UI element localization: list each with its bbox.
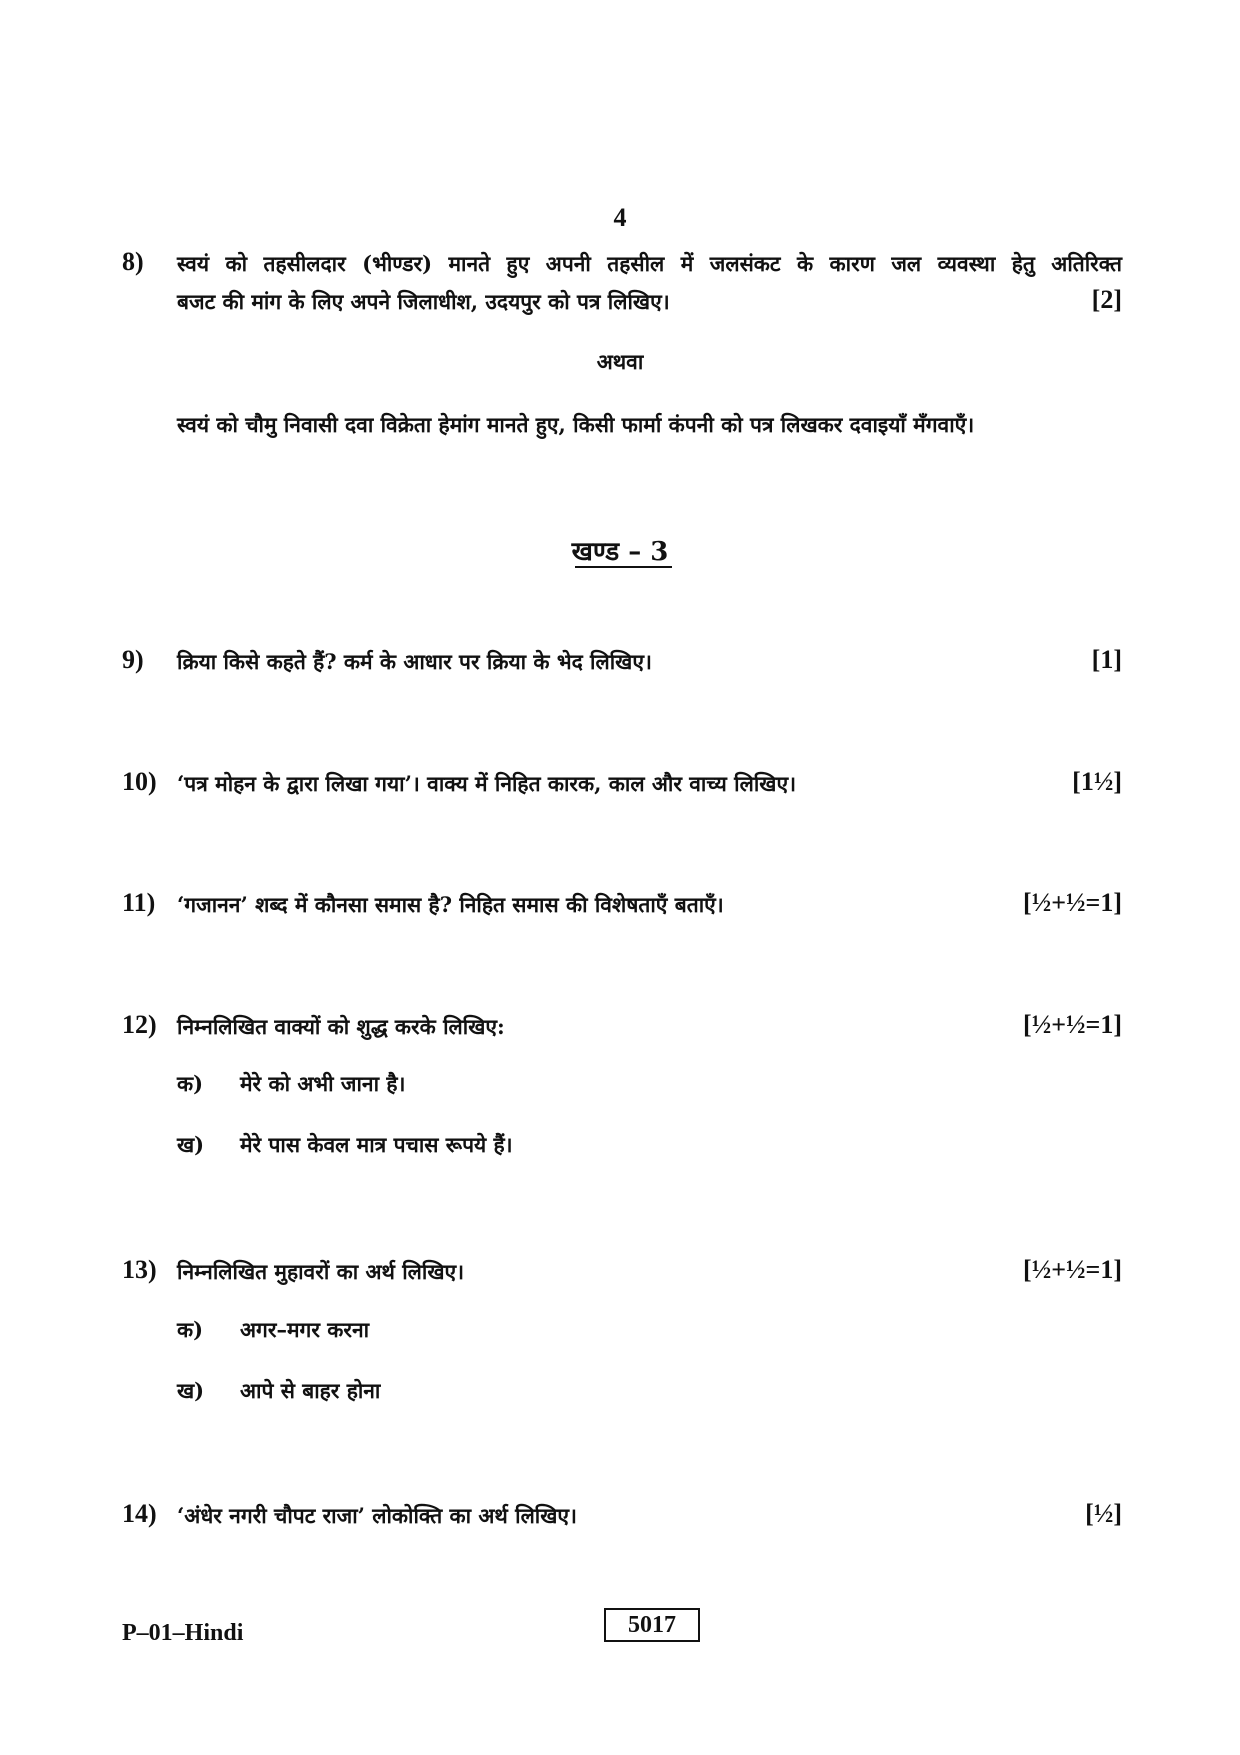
question-13-text: निम्नलिखित मुहावरों का अर्थ लिखिए। [177,1259,465,1284]
question-12-text: निम्नलिखित वाक्यों को शुद्ध करके लिखिए: [177,1014,505,1039]
question-10-text: ‘पत्र मोहन के द्वारा लिखा गया’। वाक्य में निहित कारक, काल और वाच्य लिखिए। [177,771,797,796]
paper-code: P–01–Hindi [122,1620,244,1646]
question-8-line1: स्वयं को तहसीलदार (भीण्डर) मानते हुए अपनी तहसील में जलसंकट के कारण जल व्यवस्था हेतु अतिरिक्त [177,251,1122,276]
question-9-text: क्रिया किसे कहते हैं? कर्म के आधार पर क्रिया के भेद लिखिए। [177,649,652,674]
question-11-text: ‘गजानन’ शब्द में कौनसा समास है? निहित समास की विशेषताएँ बताएँ। [177,892,724,917]
question-14-text: ‘अंधेर नगरी चौपट राजा’ लोकोक्ति का अर्थ लिखिए। [177,1503,577,1528]
question-10-number: 10) [122,767,157,796]
question-14-number: 14) [122,1499,157,1528]
question-12-item-a-label: क) [177,1071,204,1096]
question-8-marks: [2] [1091,285,1122,314]
question-9-number: 9) [122,645,144,674]
question-11-marks: [½+½=1] [1023,888,1122,917]
question-14-marks: [½] [1085,1499,1122,1528]
question-11-number: 11) [122,888,156,917]
question-8-alternative: स्वयं को चौमु निवासी दवा विक्रेता हेमांग मानते हुए, किसी फार्मा कंपनी को पत्र लिखकर दवाइयाँ मँगवाएँ। [177,412,975,437]
or-label: अथवा [596,349,644,374]
page-number: 4 [613,203,627,232]
question-12-item-b-label: ख) [177,1132,205,1157]
question-13-item-b-label: ख) [177,1378,205,1403]
question-10-marks: [1½] [1072,767,1122,796]
question-13-item-a-text: अगर–मगर करना [240,1317,370,1342]
question-9-marks: [1] [1091,645,1122,674]
section-heading: खण्ड – 3 [571,537,669,567]
section-heading-underline [575,566,672,568]
question-13-number: 13) [122,1255,157,1284]
question-8-line2: बजट की मांग के लिए अपने जिलाधीश, उदयपुर को पत्र लिखिए। [177,289,670,314]
serial-number-box: 5017 [604,1608,700,1642]
question-13-item-b-text: आपे से बाहर होना [240,1378,381,1403]
question-12-item-b-text: मेरे पास केवल मात्र पचास रूपये हैं। [240,1132,513,1157]
question-13-marks: [½+½=1] [1023,1255,1122,1284]
question-8-number: 8) [122,247,144,276]
question-12-number: 12) [122,1010,157,1039]
question-12-item-a-text: मेरे को अभी जाना है। [240,1071,406,1096]
question-12-marks: [½+½=1] [1023,1010,1122,1039]
question-13-item-a-label: क) [177,1317,204,1342]
